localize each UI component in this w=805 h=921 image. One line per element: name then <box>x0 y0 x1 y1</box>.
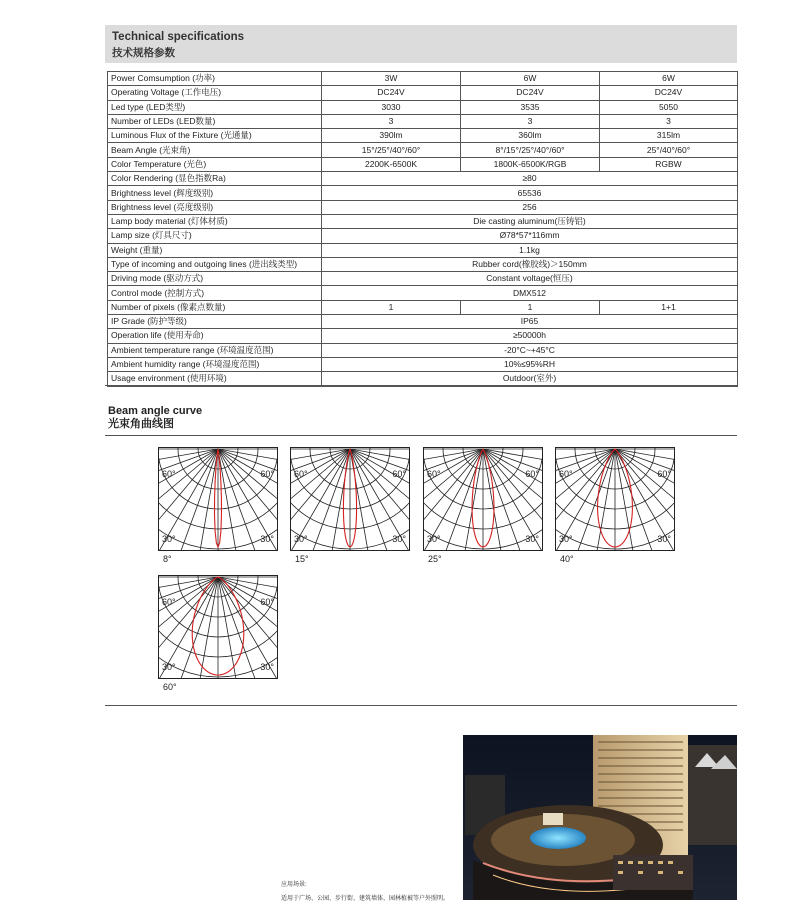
spec-title-cn: 技术规格参数 <box>112 47 175 59</box>
spec-row <box>108 315 738 329</box>
spec-value: 3W <box>322 72 461 86</box>
polar-grid <box>555 447 675 551</box>
spec-row <box>108 372 738 386</box>
spec-value: 5050 <box>600 100 738 114</box>
grid-angle-label: 30° <box>392 534 406 544</box>
spec-value: 25°/40°/60° <box>600 143 738 157</box>
spec-value: 2200K-6500K <box>322 157 461 171</box>
spec-value: -20°C~+45°C <box>322 343 738 357</box>
grid-angle-label: 30° <box>427 534 441 544</box>
beam-chart-label: 40° <box>560 554 574 564</box>
spec-value: 315lm <box>600 129 738 143</box>
spec-value: 65536 <box>322 186 738 200</box>
spec-label: Led type (LED类型) <box>108 100 322 114</box>
spec-header-band <box>105 25 737 63</box>
beam-title-en: Beam angle curve <box>108 405 203 417</box>
beam-chart <box>423 447 543 551</box>
spec-value: 1 <box>461 300 600 314</box>
spec-label: Brightness level (辉度级别) <box>108 186 322 200</box>
application-photo <box>463 735 737 900</box>
beam-chart-label: 60° <box>163 682 177 692</box>
spec-value: 1800K-6500K/RGB <box>461 157 600 171</box>
spec-value: 3 <box>600 114 738 128</box>
spec-label: Color Rendering (显色指数Ra) <box>108 172 322 186</box>
spec-label: Ambient temperature range (环境温度范围) <box>108 343 322 357</box>
spec-row <box>108 214 738 228</box>
spec-row <box>108 200 738 214</box>
grid-angle-label: 60° <box>260 597 274 607</box>
polar-grid <box>158 575 278 679</box>
spec-value: 10%≤95%RH <box>322 357 738 371</box>
spec-row <box>108 86 738 100</box>
beam-title-cn: 光束角曲线图 <box>108 418 174 430</box>
grid-angle-label: 60° <box>427 469 441 479</box>
spec-value: Rubber cord(橡胶线)＞150mm <box>322 257 738 271</box>
spec-row <box>108 272 738 286</box>
spec-row <box>108 100 738 114</box>
spec-row <box>108 300 738 314</box>
spec-value: DC24V <box>461 86 600 100</box>
polar-grid <box>158 447 278 551</box>
spec-label: Number of pixels (像素点数量) <box>108 300 322 314</box>
grid-angle-label: 60° <box>559 469 573 479</box>
spec-label: Operating Voltage (工作电压) <box>108 86 322 100</box>
spec-row <box>108 172 738 186</box>
spec-value: 1+1 <box>600 300 738 314</box>
spec-label: Luminous Flux of the Fixture (光通量) <box>108 129 322 143</box>
beam-chart-label: 25° <box>428 554 442 564</box>
spec-value: DC24V <box>322 86 461 100</box>
spec-row <box>108 143 738 157</box>
beam-chart <box>158 447 278 551</box>
spec-value: 1.1kg <box>322 243 738 257</box>
spec-value: DC24V <box>600 86 738 100</box>
grid-angle-label: 30° <box>162 662 176 672</box>
grid-angle-label: 30° <box>657 534 671 544</box>
beam-chart <box>555 447 675 551</box>
spec-value: ≥50000h <box>322 329 738 343</box>
spec-row <box>108 286 738 300</box>
spec-value: DMX512 <box>322 286 738 300</box>
spec-row <box>108 129 738 143</box>
spec-row <box>108 257 738 271</box>
grid-angle-label: 30° <box>162 534 176 544</box>
spec-label: Weight (重量) <box>108 243 322 257</box>
spec-value: 390lm <box>322 129 461 143</box>
grid-angle-label: 60° <box>657 469 671 479</box>
spec-row <box>108 329 738 343</box>
beam-section-rule <box>105 435 737 436</box>
spec-value: 6W <box>461 72 600 86</box>
spec-label: Lamp body material (灯体材质) <box>108 214 322 228</box>
beam-chart <box>158 575 278 679</box>
grid-angle-label: 60° <box>392 469 406 479</box>
spec-label: Type of incoming and outgoing lines (进出线类型) <box>108 257 322 271</box>
grid-angle-label: 60° <box>294 469 308 479</box>
grid-angle-label: 60° <box>525 469 539 479</box>
spec-label: Control mode (控制方式) <box>108 286 322 300</box>
night-hotel-scene-image <box>463 735 737 900</box>
spec-value: Outdoor(室外) <box>322 372 738 386</box>
grid-angle-label: 30° <box>260 534 274 544</box>
spec-label: IP Grade (防护等级) <box>108 315 322 329</box>
spec-value: Die casting aluminum(压铸铝) <box>322 214 738 228</box>
spec-row <box>108 343 738 357</box>
spec-value: 3535 <box>461 100 600 114</box>
spec-value: Ø78*57*116mm <box>322 229 738 243</box>
spec-label: Beam Angle (光束角) <box>108 143 322 157</box>
spec-row <box>108 114 738 128</box>
spec-value: 1 <box>322 300 461 314</box>
spec-label: Driving mode (驱动方式) <box>108 272 322 286</box>
polar-grid <box>423 447 543 551</box>
grid-angle-label: 60° <box>260 469 274 479</box>
beam-chart-label: 8° <box>163 554 172 564</box>
grid-angle-label: 30° <box>260 662 274 672</box>
spec-value: ≥80 <box>322 172 738 186</box>
spec-value: 3 <box>461 114 600 128</box>
spec-label: Brightness level (亮度级别) <box>108 200 322 214</box>
spec-value: 3 <box>322 114 461 128</box>
spec-value: 6W <box>600 72 738 86</box>
grid-angle-label: 30° <box>559 534 573 544</box>
grid-angle-label: 60° <box>162 597 176 607</box>
spec-title-en: Technical specifications <box>112 31 245 43</box>
spec-label: Power Comsumption (功率) <box>108 72 322 86</box>
table-bottom-rule <box>105 385 737 386</box>
spec-row <box>108 243 738 257</box>
spec-value: IP65 <box>322 315 738 329</box>
spec-row <box>108 186 738 200</box>
spec-label: Operation life (使用寿命) <box>108 329 322 343</box>
spec-label: Lamp size (灯具尺寸) <box>108 229 322 243</box>
beam-chart <box>290 447 410 551</box>
spec-value: Constant voltage(恒压) <box>322 272 738 286</box>
spec-value: 3030 <box>322 100 461 114</box>
spec-row <box>108 229 738 243</box>
spec-value: 360lm <box>461 129 600 143</box>
spec-value: 256 <box>322 200 738 214</box>
spec-label: Number of LEDs (LED数量) <box>108 114 322 128</box>
beam-chart-label: 15° <box>295 554 309 564</box>
spec-value: RGBW <box>600 157 738 171</box>
application-caption-text: 适用于广场、公园、步行街、建筑墙体、园林植被等户外照明。 <box>281 896 450 902</box>
grid-angle-label: 60° <box>162 469 176 479</box>
spec-value: 15°/25°/40°/60° <box>322 143 461 157</box>
application-caption-title: 应用场景: <box>281 882 307 888</box>
beam-bottom-rule <box>105 705 737 706</box>
spec-label: Color Temperature (光色) <box>108 157 322 171</box>
spec-label: Ambient humidity range (环境湿度范围) <box>108 357 322 371</box>
spec-table <box>107 71 738 387</box>
spec-row <box>108 72 738 86</box>
grid-angle-label: 30° <box>525 534 539 544</box>
polar-grid <box>290 447 410 551</box>
spec-label: Usage environment (使用环境) <box>108 372 322 386</box>
beam-section-title <box>108 405 202 431</box>
spec-value: 8°/15°/25°/40°/60° <box>461 143 600 157</box>
spec-row <box>108 157 738 171</box>
spec-row <box>108 357 738 371</box>
grid-angle-label: 30° <box>294 534 308 544</box>
